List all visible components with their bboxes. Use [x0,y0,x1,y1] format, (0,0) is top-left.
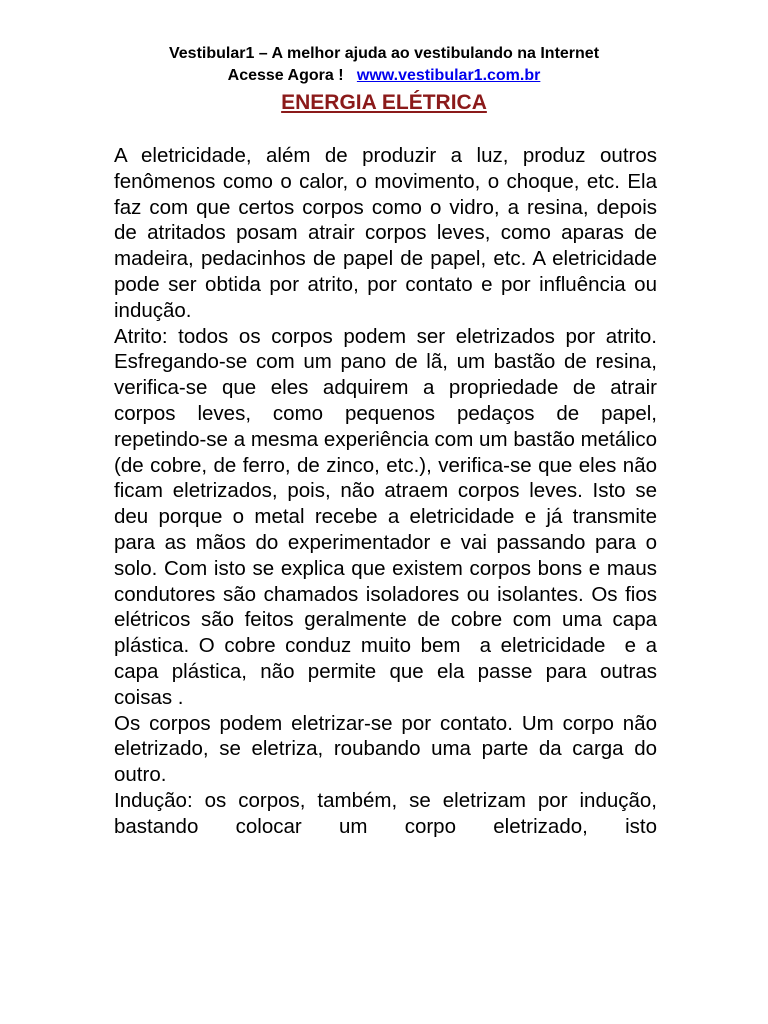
document-body [114,143,663,840]
paragraph-contato: Os corpos podem eletrizar-se por contato. Um corpo não eletrizado, se eletriza, roubando uma parte da carga do outro. [114,711,663,787]
paragraph-intro: A eletricidade, além de produzir a luz, produz outros fenômenos como o calor, o movimento, o choque, etc. Ela faz com que certos corpos como o vidro, a resina, depois de atritados posam atrair corpos leves, como aparas de madeira, pedacinhos de papel de papel, etc. A eletricidade pode ser obtida por atrito, por contato e por influência ou indução. [114,144,663,322]
paragraph-atrito: Atrito: todos os corpos podem ser eletrizados por atrito. Esfregando-se com um pano de lã, um bastão de resina, verifica-se que eles adquirem a propriedade de atrair corpos leves, como pequenos pedaços de papel, repetindo-se a mesma experiência com um bastão metálico (de cobre, de ferro, de zinco, etc.), verifica-se que eles não ficam eletrizados, pois, não atraem corpos leves. Isto se deu porque o metal recebe a eletricidade e já transmite para as mãos do experimentador e vai passando para o solo. Com isto se explica que existem corpos bons e maus condutores são chamados isoladores ou isolantes. Os fios elétricos são feitos geralmente de cobre com uma capa plástica. O cobre conduz muito bem a eletricidade e a capa plástica, não permite que ela passe para outras coisas . [114,324,663,709]
header-access-label: Acesse Agora ! [227,67,344,84]
site-header [0,43,768,87]
paragraph-inducao: Indução: os corpos, também, se eletrizam por indução, bastando colocar um corpo eletrizado, isto [114,788,663,838]
header-access-line [0,65,768,87]
document-title: ENERGIA ELÉTRICA [281,91,487,114]
site-link[interactable]: www.vestibular1.com.br [356,67,541,84]
header-tagline: Vestibular1 – A melhor ajuda ao vestibulando na Internet [168,45,600,62]
